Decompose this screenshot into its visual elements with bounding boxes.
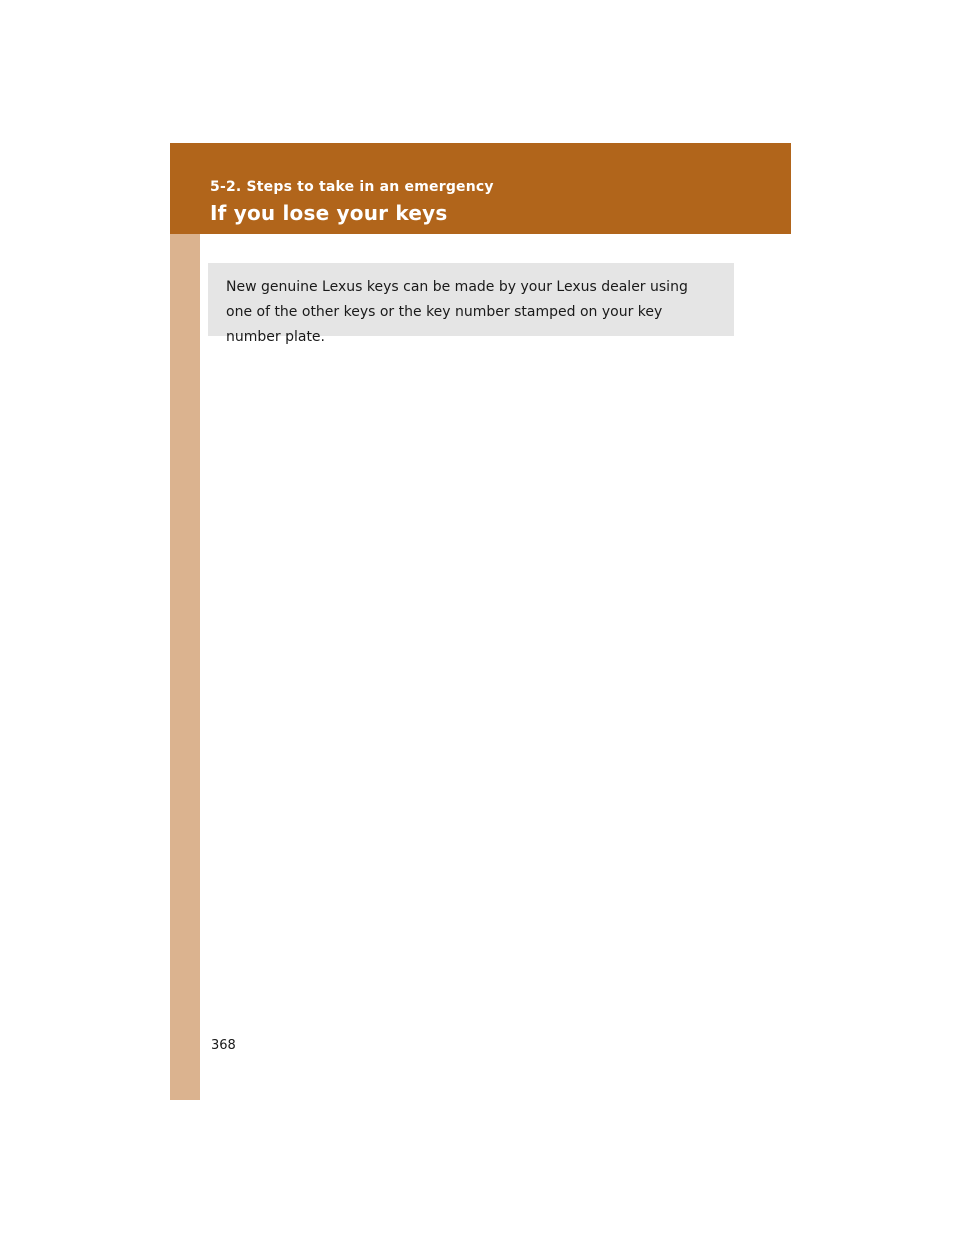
header-band bbox=[170, 143, 791, 234]
note-box bbox=[208, 263, 734, 345]
side-strip bbox=[170, 234, 200, 1100]
page-title: If you lose your keys bbox=[210, 201, 448, 225]
section-label: 5-2. Steps to take in an emergency bbox=[210, 179, 494, 195]
page-number: 368 bbox=[211, 1038, 236, 1053]
note-text: New genuine Lexus keys can be made by your Lexus dealer using one of the other keys or the key number stamped on your key number plate. bbox=[226, 279, 688, 345]
